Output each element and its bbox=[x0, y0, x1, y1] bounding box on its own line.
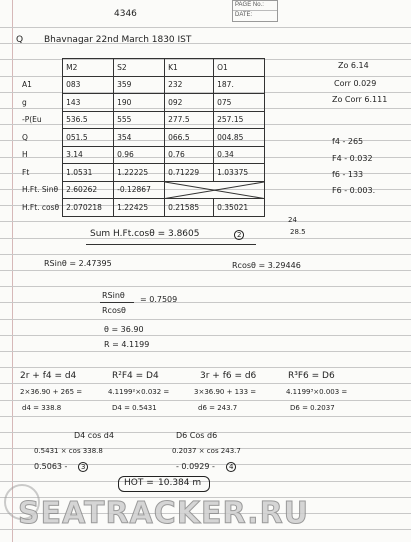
D4-result: D4 = 0.5431 bbox=[112, 404, 157, 412]
table-cell: 3.14 bbox=[63, 146, 114, 164]
D6-expr: 4.1199³×0.003 = bbox=[286, 388, 348, 396]
page-title: Bhavnagar 22nd March 1830 IST bbox=[44, 35, 192, 45]
col-header: M2 bbox=[63, 59, 114, 77]
table-cell: 004.85 bbox=[214, 129, 265, 147]
ruled-line bbox=[0, 302, 411, 303]
title-marker: Q bbox=[16, 35, 24, 45]
D4-heading: R²F4 = D4 bbox=[112, 371, 159, 381]
table-row bbox=[20, 199, 265, 217]
ruled-line bbox=[0, 400, 411, 401]
row-label: A1 bbox=[20, 76, 63, 94]
note-F6: F6 - 0.003. bbox=[332, 186, 376, 195]
table-cell: 0.96 bbox=[114, 146, 165, 164]
term-d4-value: 0.5063 - bbox=[34, 462, 68, 471]
ruled-line bbox=[0, 238, 411, 239]
table-cell: 257.15 bbox=[214, 111, 265, 129]
fraction-bar bbox=[100, 302, 134, 303]
ratio-value: = 0.7509 bbox=[140, 295, 178, 304]
note-zo-corr: Zo Corr 6.111 bbox=[332, 95, 388, 104]
observation-table bbox=[20, 58, 265, 217]
ratio-denominator: Rcosθ bbox=[102, 306, 126, 315]
table-row bbox=[20, 181, 265, 199]
ruled-line bbox=[0, 270, 411, 271]
table-cell: 190 bbox=[114, 94, 165, 112]
table-cell: -0.12867 bbox=[114, 181, 165, 199]
ruled-line bbox=[0, 254, 411, 255]
note-24: 24 bbox=[288, 216, 297, 224]
row-label: -P(Eu bbox=[20, 111, 63, 129]
cross-mark bbox=[165, 182, 264, 199]
ref-2: 2 bbox=[234, 230, 244, 240]
table-row bbox=[20, 164, 265, 182]
d4-expr: 2×36.90 + 265 = bbox=[20, 388, 83, 396]
table-row bbox=[20, 94, 265, 112]
ruled-line bbox=[0, 221, 411, 222]
ratio-numerator: RSinθ bbox=[102, 291, 125, 300]
ref-4: 4 bbox=[226, 462, 236, 472]
table-cell: 0.34 bbox=[214, 146, 265, 164]
term-d6-expr: 0.2037 × cos 243.7 bbox=[172, 447, 241, 455]
rcos-value: Rcosθ = 3.29446 bbox=[232, 261, 301, 270]
note-f6: f6 - 133 bbox=[332, 170, 364, 179]
table-cell: 1.22425 bbox=[114, 199, 165, 217]
table-cell: 075 bbox=[214, 94, 265, 112]
ruled-line bbox=[0, 27, 411, 28]
row-label: H.Ft. Sinθ bbox=[20, 181, 63, 199]
d6-result: d6 = 243.7 bbox=[198, 404, 238, 412]
sum-line: Sum H.Ft.cosθ = 3.8605 bbox=[90, 229, 200, 239]
term-d6: D6 Cos d6 bbox=[176, 431, 218, 440]
note-zo: Zo 6.14 bbox=[338, 61, 369, 70]
table-cell: 143 bbox=[63, 94, 114, 112]
term-d4-expr: 0.5431 × cos 338.8 bbox=[34, 447, 103, 455]
hot-label: HOT = bbox=[124, 478, 154, 488]
table-cell: 051.5 bbox=[63, 129, 114, 147]
row-label: H bbox=[20, 146, 63, 164]
term-d4: D4 cos d4 bbox=[74, 431, 114, 440]
table-row bbox=[20, 111, 265, 129]
table-cell: 354 bbox=[114, 129, 165, 147]
table-cell: 1.0531 bbox=[63, 164, 114, 182]
term-d6-value: - 0.0929 - bbox=[176, 462, 215, 471]
r-value: R = 4.1199 bbox=[104, 340, 150, 349]
col-header: O1 bbox=[214, 59, 265, 77]
table-cell: 1.22225 bbox=[114, 164, 165, 182]
sum-underline bbox=[86, 244, 256, 245]
D6-result: D6 = 0.2037 bbox=[290, 404, 335, 412]
row-label: H.Ft. cosθ bbox=[20, 199, 63, 217]
rsin-value: RSinθ = 2.47395 bbox=[44, 259, 112, 268]
table-cell: 0.35021 bbox=[214, 199, 265, 217]
table-cell: 1.03375 bbox=[214, 164, 265, 182]
note-f4: f4 - 265 bbox=[332, 137, 364, 146]
d6-heading: 3r + f6 = d6 bbox=[200, 371, 257, 381]
ruled-line bbox=[0, 416, 411, 417]
note-28-5: 28.5 bbox=[290, 228, 306, 236]
note-corr: Corr 0.029 bbox=[334, 79, 377, 88]
table-cell: 0.76 bbox=[165, 146, 214, 164]
ruled-line bbox=[0, 383, 411, 384]
d4-result: d4 = 338.8 bbox=[22, 404, 62, 412]
table-cell: 2.070218 bbox=[63, 199, 114, 217]
table-cell: 083 bbox=[63, 76, 114, 94]
table-cell: 277.5 bbox=[165, 111, 214, 129]
theta-value: θ = 36.90 bbox=[104, 325, 144, 334]
table-row bbox=[20, 146, 265, 164]
ruled-line bbox=[0, 319, 411, 320]
table-row bbox=[20, 76, 265, 94]
row-label: Q bbox=[20, 129, 63, 147]
table-row bbox=[20, 129, 265, 147]
col-header: K1 bbox=[165, 59, 214, 77]
table-header-row bbox=[20, 59, 265, 77]
ruled-line bbox=[0, 335, 411, 336]
d4-heading: 2r + f4 = d4 bbox=[20, 371, 77, 381]
page-date-box bbox=[232, 0, 278, 22]
table-cell: 0.21585 bbox=[165, 199, 214, 217]
page-number: 4346 bbox=[114, 9, 137, 19]
date-label: DATE: bbox=[235, 12, 253, 18]
crossed-cell bbox=[165, 181, 265, 199]
col-header: S2 bbox=[114, 59, 165, 77]
ruled-line bbox=[0, 351, 411, 352]
table-cell: 2.60262 bbox=[63, 181, 114, 199]
ref-3: 3 bbox=[78, 462, 88, 472]
table-cell: 0.71229 bbox=[165, 164, 214, 182]
margin-line bbox=[12, 0, 13, 542]
table-cell: 555 bbox=[114, 111, 165, 129]
table-cell: 536.5 bbox=[63, 111, 114, 129]
D4-expr: 4.1199²×0.032 = bbox=[108, 388, 170, 396]
ruled-line bbox=[0, 286, 411, 287]
table-cell: 187. bbox=[214, 76, 265, 94]
table-cell: 232 bbox=[165, 76, 214, 94]
row-label: g bbox=[20, 94, 63, 112]
row-label: Ft bbox=[20, 164, 63, 182]
watermark: SEATRACKER.RU bbox=[18, 496, 310, 531]
table-cell: 359 bbox=[114, 76, 165, 94]
d6-expr: 3×36.90 + 133 = bbox=[194, 388, 257, 396]
table-cell: 066.5 bbox=[165, 129, 214, 147]
D6-heading: R³F6 = D6 bbox=[288, 371, 335, 381]
note-F4: F4 - 0.032 bbox=[332, 154, 373, 163]
table-cell: 092 bbox=[165, 94, 214, 112]
ruled-line bbox=[0, 367, 411, 368]
page-no-label: PAGE No.: bbox=[233, 1, 277, 11]
hot-value: 10.384 m bbox=[158, 478, 202, 488]
